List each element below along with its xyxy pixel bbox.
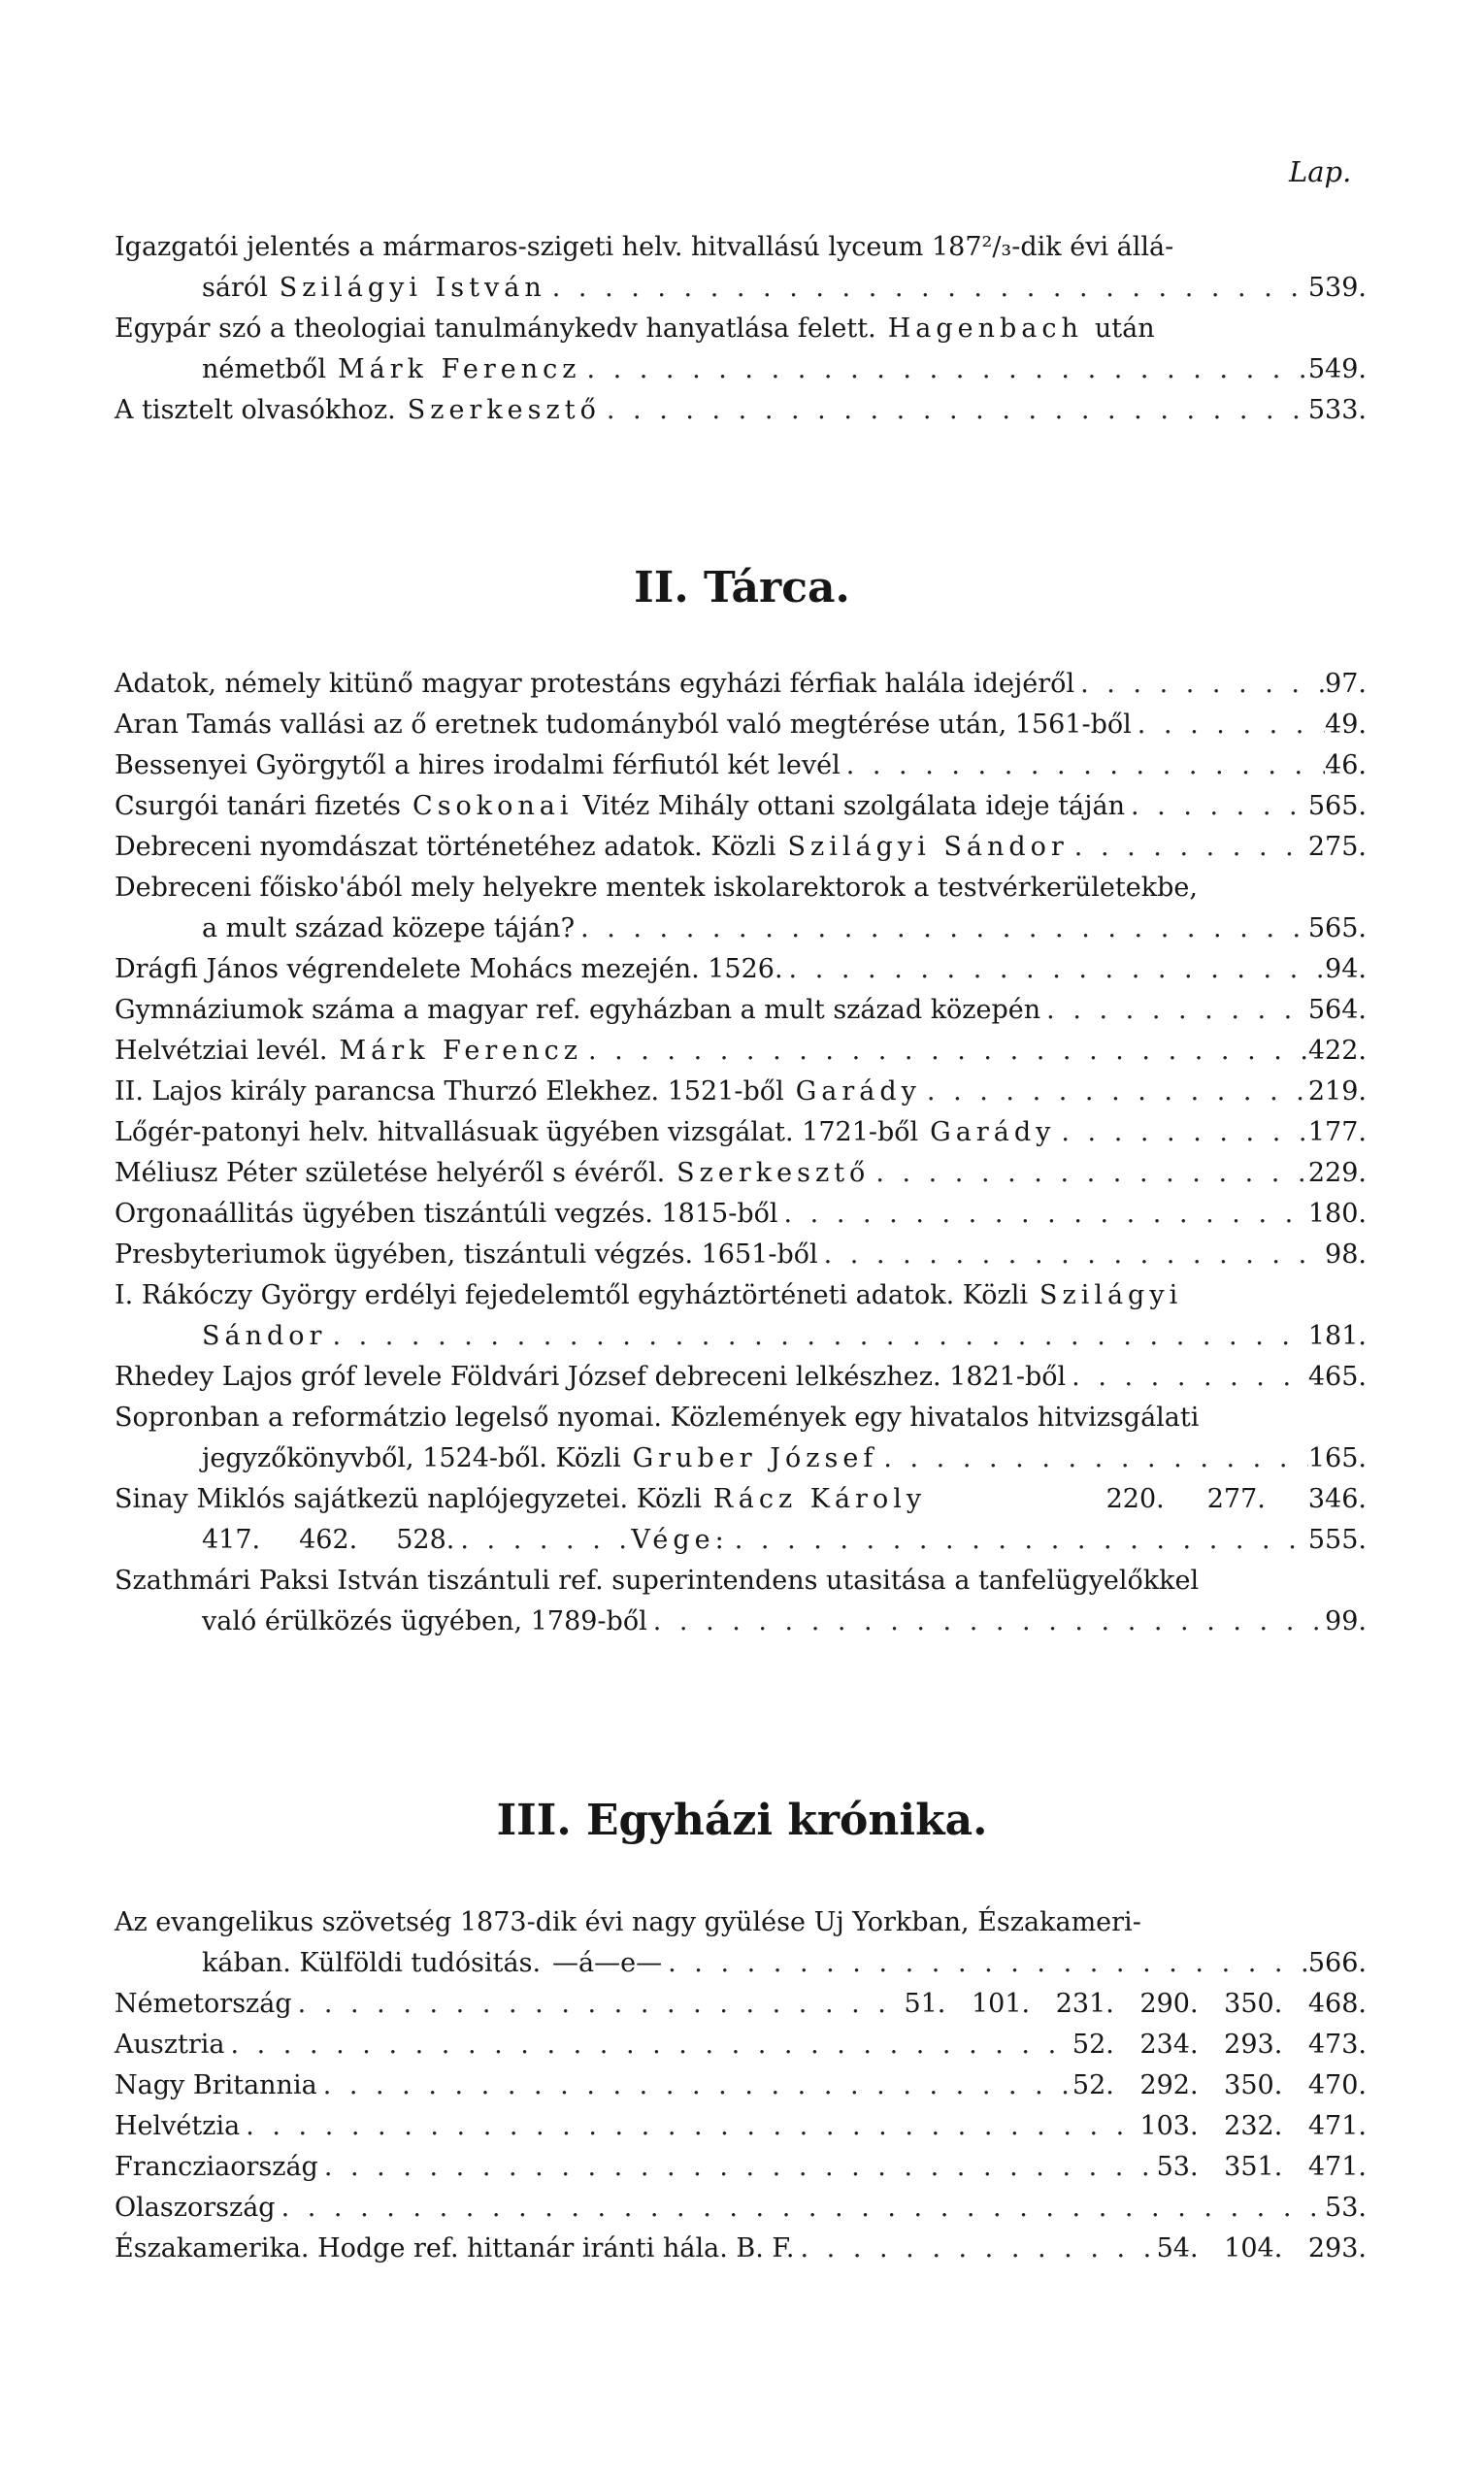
toc-entry xyxy=(115,1072,1367,1112)
entry-page: 234. xyxy=(1139,2030,1199,2060)
leader-dots xyxy=(1040,990,1308,1031)
toc-entry xyxy=(202,349,1367,390)
entry-page: 465. xyxy=(1307,1362,1367,1392)
leader-dots xyxy=(317,2065,1072,2106)
entry-page: 275. xyxy=(1307,832,1367,862)
entry-title-cont: Vége: xyxy=(631,1525,729,1555)
section-heading: II. Tárca. xyxy=(634,563,850,612)
entry-page: 350. xyxy=(1224,1989,1283,2019)
entry-title: Sopronban a reformátzio legelső nyomai. Közlemények egy hivatalos hitvizsgálati xyxy=(115,1403,1200,1433)
leader-dots xyxy=(580,349,1307,390)
entry-suffix: után xyxy=(1094,314,1155,344)
entry-title: Egypár szó a theologiai tanulmánykedv hanyatlása felett. xyxy=(115,314,876,344)
entry-page: 97. xyxy=(1325,669,1367,699)
entry-page: 231. xyxy=(1055,1989,1114,2019)
entry-title: Presbyteriumok ügyében, tiszántuli végzés. 1651-ből xyxy=(115,1239,818,1270)
entry-title-cont: Vitéz Mihály ottani szolgálata ideje táján xyxy=(582,791,1125,821)
toc-entry xyxy=(202,1438,1367,1479)
entry-pages xyxy=(1072,2025,1367,2065)
entry-page: 104. xyxy=(1224,2233,1283,2263)
entry-title: németből xyxy=(202,354,326,384)
entry-page: 566. xyxy=(1307,1948,1367,1978)
entry-title: Rhedey Lajos gróf levele Földvári József debreceni lelkészhez. 1821-ből xyxy=(115,1362,1067,1392)
entry-pages xyxy=(1157,2147,1367,2188)
entry-page: 94. xyxy=(1325,954,1367,984)
entry-page: 473. xyxy=(1307,2030,1367,2060)
entry-title: Helvétziai levél. xyxy=(115,1036,328,1066)
toc-entry xyxy=(115,1398,1367,1438)
toc-entry xyxy=(202,1316,1367,1357)
leader-dots xyxy=(1055,1112,1307,1153)
entry-page: 293. xyxy=(1307,2233,1367,2263)
entry-title: Németország xyxy=(115,1989,292,2019)
entry-page: 565. xyxy=(1307,913,1367,943)
leader-dots xyxy=(1074,664,1325,705)
toc-entry xyxy=(115,1275,1367,1316)
page-column-label: Lap. xyxy=(1289,155,1352,188)
toc-entry xyxy=(115,390,1367,431)
toc-entry xyxy=(202,268,1367,309)
entry-page: 555. xyxy=(1307,1525,1367,1555)
toc-entry xyxy=(202,1943,1367,1984)
toc-entry xyxy=(115,664,1367,705)
toc-entry xyxy=(115,1153,1367,1194)
entry-page: 417. xyxy=(202,1525,261,1555)
entry-title: jegyzőkönyvből, 1524-ből. Közli xyxy=(202,1443,621,1473)
entry-title: Csurgói tanári fizetés xyxy=(115,791,402,821)
entry-pages xyxy=(1072,2065,1367,2106)
toc-entry xyxy=(115,2025,1367,2065)
entry-title: Helvétzia xyxy=(115,2111,241,2141)
entry-page: 564. xyxy=(1307,995,1367,1025)
entry-author: Csokonai xyxy=(412,791,574,821)
toc-entry xyxy=(115,1984,1367,2025)
entry-author: Szilágyi Sándor xyxy=(787,832,1069,862)
entry-page: 52. xyxy=(1072,2030,1114,2060)
entry-title: Lőgér-patonyi helv. hitvallásuak ügyében vizsgálat. 1721-ből xyxy=(115,1117,919,1147)
entry-author: Szilágyi xyxy=(1039,1280,1183,1310)
entry-page: 220. xyxy=(1105,1484,1165,1514)
entry-page: 103. xyxy=(1139,2111,1199,2141)
leader-dots xyxy=(778,1194,1308,1235)
entry-title: Drágfi János végrendelete Mohács mezején. 1526. xyxy=(115,954,783,984)
entry-page: 533. xyxy=(1307,395,1367,425)
toc-entry xyxy=(115,309,1367,349)
toc-entry xyxy=(115,786,1367,827)
toc-entry xyxy=(202,909,1367,949)
entry-page: 49. xyxy=(1325,710,1367,740)
leader-dots xyxy=(795,2229,1157,2269)
entry-page: 565. xyxy=(1307,791,1367,821)
leader-dots xyxy=(601,390,1308,431)
entry-title: kában. Külföldi tudósitás. xyxy=(202,1948,542,1978)
toc-entry xyxy=(115,949,1367,990)
entry-page: 471. xyxy=(1307,2152,1367,2182)
entry-page: 181. xyxy=(1307,1321,1367,1351)
entry-title: Gymnáziumok száma a magyar ref. egyházban a mult század közepén xyxy=(115,995,1041,1025)
entry-page: 292. xyxy=(1139,2070,1199,2100)
leader-dots xyxy=(276,2188,1325,2229)
entry-author: Gruber József xyxy=(632,1443,878,1473)
entry-title: Nagy Britannia xyxy=(115,2070,317,2100)
leader-dots xyxy=(921,1072,1308,1112)
entry-page: 180. xyxy=(1307,1199,1367,1229)
entry-title: Az evangelikus szövetség 1873-dik évi nagy gyülése Uj Yorkban, Északameri- xyxy=(115,1907,1141,1937)
leader-dots xyxy=(224,2025,1072,2065)
leader-dots xyxy=(841,745,1325,786)
entry-page: 462. xyxy=(299,1525,358,1555)
entry-title: Szathmári Paksi István tiszántuli ref. superintendens utasitása a tanfelügyelőkkel xyxy=(115,1566,1200,1596)
entry-title: Igazgatói jelentés a mármaros-szigeti helv. hitvallású lyceum 187²/₃-dik évi állá- xyxy=(115,232,1174,262)
entry-title: II. Lajos király parancsa Thurzó Elekhez. 1521-ből xyxy=(115,1076,784,1107)
entry-author: Garády xyxy=(930,1117,1056,1147)
toc-entry xyxy=(115,2147,1367,2188)
leader-dots xyxy=(454,1520,631,1561)
entry-page: 219. xyxy=(1307,1076,1367,1107)
entry-author: Garády xyxy=(795,1076,921,1107)
toc-entry xyxy=(115,1031,1367,1072)
entry-title: Aran Tamás vallási az ő eretnek tudományból való megtérése után, 1561-ből xyxy=(115,710,1132,740)
entry-page: 290. xyxy=(1139,1989,1199,2019)
entry-title: Olaszország xyxy=(115,2193,276,2223)
toc-entry xyxy=(115,2229,1367,2269)
section-heading: III. Egyházi krónika. xyxy=(496,1796,988,1845)
toc-entry xyxy=(115,827,1367,868)
entry-page: 229. xyxy=(1307,1158,1367,1188)
leader-dots xyxy=(662,1943,1308,1984)
entry-page: 539. xyxy=(1307,273,1367,303)
entry-author: Szerkesztő xyxy=(676,1158,871,1188)
toc-entry xyxy=(115,868,1367,909)
entry-title: Ausztria xyxy=(115,2030,225,2060)
entry-author: Rácz Károly xyxy=(712,1484,927,1514)
entry-title: Sinay Miklós sajátkezü naplójegyzetei. Közli xyxy=(115,1484,702,1514)
entry-page: 54. xyxy=(1156,2233,1199,2263)
entry-author: Sándor xyxy=(202,1321,327,1351)
entry-page: 549. xyxy=(1307,354,1367,384)
leader-dots xyxy=(729,1520,1308,1561)
leader-dots xyxy=(318,2147,1157,2188)
entry-title: való érülközés ügyében, 1789-ből xyxy=(202,1606,647,1636)
entry-page: 470. xyxy=(1307,2070,1367,2100)
leader-dots xyxy=(326,1316,1307,1357)
entry-title: I. Rákóczy György erdélyi fejedelemtől egyháztörténeti adatok. Közli xyxy=(115,1280,1028,1310)
toc-entry xyxy=(202,1520,1367,1561)
toc-entry xyxy=(115,1112,1367,1153)
leader-dots xyxy=(877,1438,1308,1479)
leader-dots xyxy=(582,1031,1308,1072)
toc-entry xyxy=(115,1561,1367,1602)
leader-dots xyxy=(1132,705,1325,745)
toc-entry xyxy=(115,1902,1367,1943)
toc-entry xyxy=(115,2188,1367,2229)
leader-dots xyxy=(1066,1357,1308,1398)
entry-title: A tisztelt olvasókhoz. xyxy=(115,395,396,425)
entry-page: 101. xyxy=(972,1989,1031,2019)
toc-entry xyxy=(115,1194,1367,1235)
entry-page: 53. xyxy=(1156,2152,1199,2182)
leader-dots xyxy=(546,268,1308,309)
entry-page: 99. xyxy=(1325,1606,1367,1636)
entry-title: Francziaország xyxy=(115,2152,318,2182)
entry-page: 422. xyxy=(1307,1036,1367,1066)
leader-dots xyxy=(575,909,1308,949)
entry-author: Hagenbach xyxy=(887,314,1083,344)
entry-title: Adatok, némely kitünő magyar protestáns egyházi férfiak halála idejéről xyxy=(115,669,1075,699)
entry-title: Méliusz Péter születése helyéről s évéről. xyxy=(115,1158,666,1188)
leader-dots xyxy=(647,1602,1325,1642)
entry-page: 293. xyxy=(1224,2030,1283,2060)
entry-page: 346. xyxy=(1307,1484,1367,1514)
entry-author: Szerkesztő xyxy=(407,395,601,425)
entry-title: Bessenyei Györgytől a hires irodalmi férfiutól két levél xyxy=(115,750,841,780)
toc-entry xyxy=(202,1602,1367,1642)
leader-dots xyxy=(1069,827,1308,868)
entry-page: 232. xyxy=(1224,2111,1283,2141)
entry-page: 528. xyxy=(396,1525,455,1555)
entry-title: sáról xyxy=(202,273,268,303)
entry-title: Északamerika. Hodge ref. hittanár iránti hála. B. F. xyxy=(115,2233,795,2263)
entry-title: Debreceni főisko'ából mely helyekre mentek iskolarektorok a testvérkerületekbe, xyxy=(115,873,1198,903)
entry-page: 51. xyxy=(904,1989,946,2019)
entry-page: 53. xyxy=(1325,2193,1367,2223)
entry-page: 46. xyxy=(1325,750,1367,780)
leader-dots xyxy=(1125,786,1308,827)
entry-page: 277. xyxy=(1206,1484,1266,1514)
entry-page: 165. xyxy=(1307,1443,1367,1473)
toc-entry xyxy=(115,745,1367,786)
entry-author: Márk Ferencz xyxy=(337,354,581,384)
toc-entry xyxy=(115,2106,1367,2147)
entry-page: 471. xyxy=(1307,2111,1367,2141)
leader-dots xyxy=(240,2106,1139,2147)
toc-entry xyxy=(115,1235,1367,1275)
entry-title: a mult század közepe táján? xyxy=(202,913,576,943)
toc-entry xyxy=(115,227,1367,268)
entry-page: 177. xyxy=(1307,1117,1367,1147)
toc-entry xyxy=(115,705,1367,745)
entry-author: Márk Ferencz xyxy=(339,1036,582,1066)
entry-page: 98. xyxy=(1325,1239,1367,1270)
entry-pages xyxy=(1139,2106,1367,2147)
entry-pages xyxy=(904,1984,1367,2025)
entry-title: Orgonaállitás ügyében tiszántúli vegzés. 1815-ből xyxy=(115,1199,778,1229)
entry-author: —á—e— xyxy=(552,1948,663,1978)
entry-pages xyxy=(1157,2229,1367,2269)
leader-dots xyxy=(818,1235,1325,1275)
entry-author: Szilágyi István xyxy=(279,273,546,303)
leader-dots xyxy=(292,1984,905,2025)
leader-dots xyxy=(870,1153,1308,1194)
leader-dots xyxy=(783,949,1326,990)
toc-entry xyxy=(115,2065,1367,2106)
toc-entry xyxy=(115,1357,1367,1398)
toc-entry xyxy=(115,990,1367,1031)
entry-page: 468. xyxy=(1307,1989,1367,2019)
entry-title: Debreceni nyomdászat történetéhez adatok. Közli xyxy=(115,832,776,862)
entry-page: 351. xyxy=(1224,2152,1283,2182)
toc-entry xyxy=(115,1479,1367,1520)
entry-page: 350. xyxy=(1224,2070,1283,2100)
entry-page: 52. xyxy=(1072,2070,1114,2100)
